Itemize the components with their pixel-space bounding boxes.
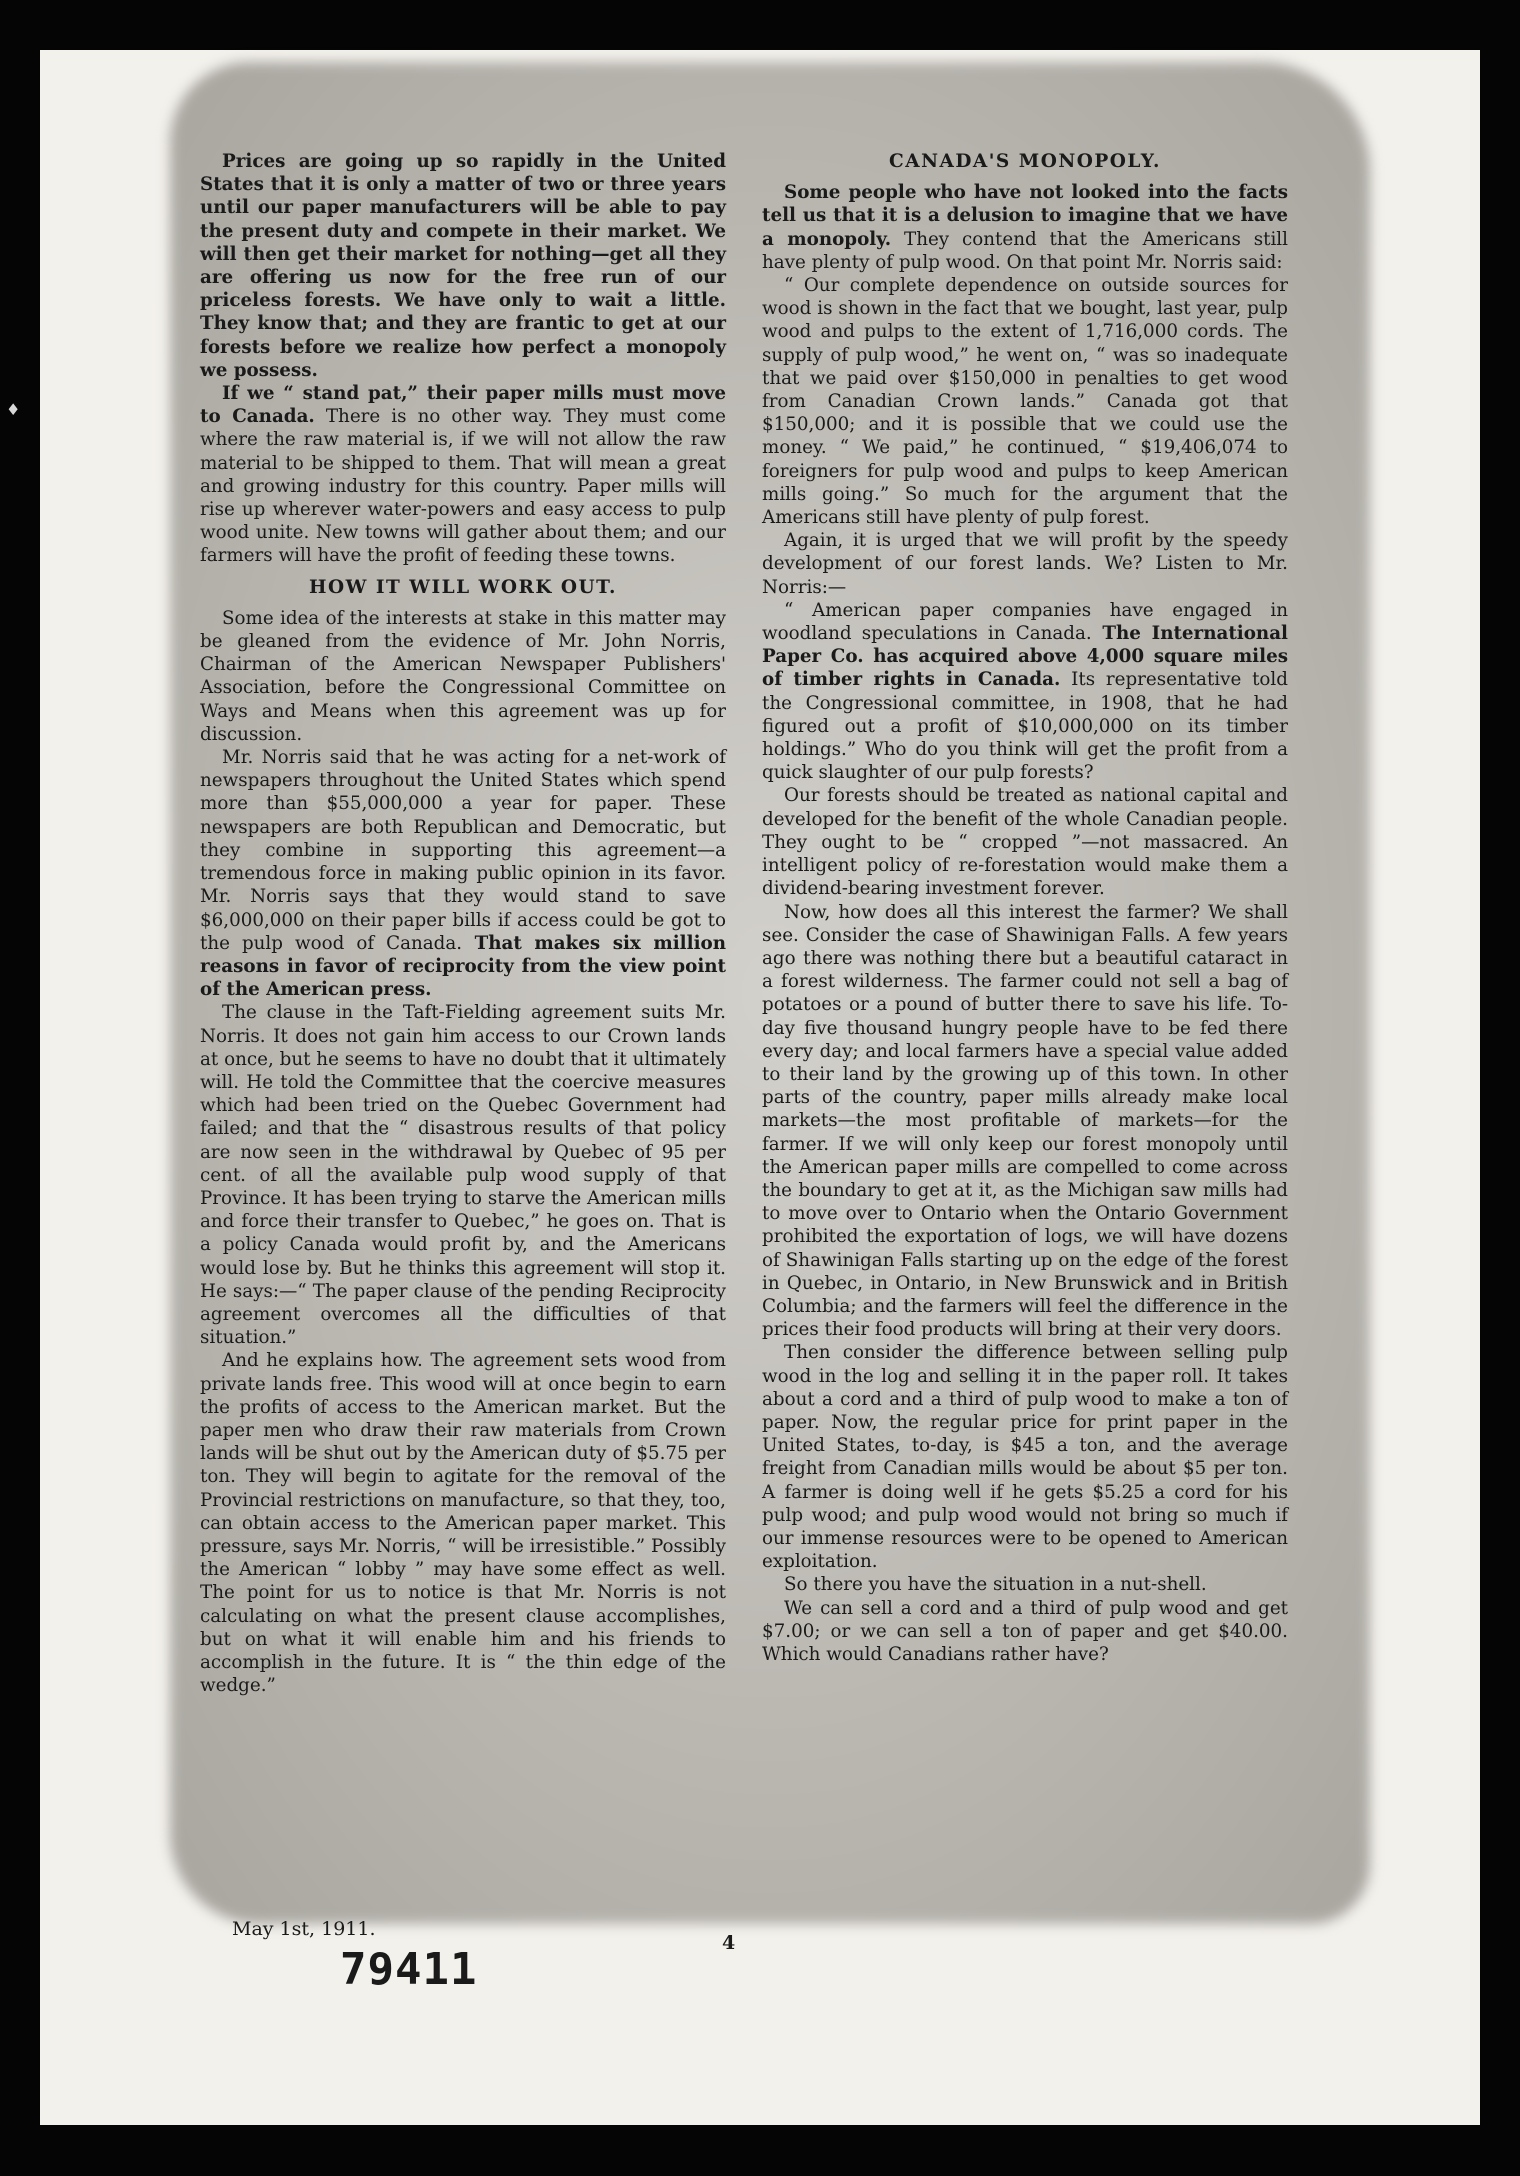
left-column <box>200 150 726 1697</box>
right-paragraph-1-rest: They contend that the Americans still have plenty of pulp wood. On that point Mr. Norris said: <box>762 228 1289 273</box>
right-paragraph-6: Now, how does all this interest the farmer? We shall see. Consider the case of Shawinigan Falls. A few years ago there was nothing there but a beautiful cataract in a forest wilderness. The farmer could not sell a bag of potatoes or a pound of butter there to save his life. To-day five thousand hungry people have to be fed there every day; and local farmers have a special value added to their land by the growing up of this town. In other parts of the country, paper mills already make local markets—the most profitable of markets—for the farmer. If we will only keep our forest monopoly until the American paper mills are compelled to come across the boundary to get at it, as the Michigan saw mills had to move over to Ontario when the Ontario Government prohibited the exportation of logs, we will have dozens of Shawinigan Falls starting up on the edge of the forest in Quebec, in Ontario, in New Brunswick and in British Columbia; and the farmers will feel the difference in the prices their food products will bring at their very doors. <box>762 901 1288 1341</box>
left-paragraph-2 <box>200 382 726 568</box>
right-paragraph-9: We can sell a cord and a third of pulp wood and get $7.00; or we can sell a ton of paper and get $40.00. Which would Canadians rather have? <box>762 1597 1288 1665</box>
left-paragraph-2-rest: There is no other way. They must come where the raw material is, if we will not allow the raw material to be shipped to them. That will mean a great and growing industry for this country. Paper mills will rise up wherever water-powers and easy access to pulp wood unite. New towns will gather about them; and our farmers will have the profit of feeding these towns. <box>200 406 726 567</box>
section-heading-canadas-monopoly: CANADA'S MONOPOLY. <box>889 151 1161 172</box>
right-paragraph-1 <box>762 181 1288 274</box>
left-paragraph-1: Prices are going up so rapidly in the United States that it is only a matter of two or three years until our paper manufacturers will be able to pay the present duty and compete in their market. We will then get their market for nothing—get all they are offering us now for the free run of our priceless forests. We have only to wait a little. They know that; and they are frantic to get at our forests before we realize how perfect a monopoly we possess. <box>200 151 726 381</box>
archive-stamp-number: 79411 <box>340 1944 478 1995</box>
right-column <box>762 150 1288 1666</box>
right-paragraph-3: Again, it is urged that we will profit by the speedy development of our forest lands. We? Listen to Mr. Norris:— <box>762 530 1288 598</box>
edge-mark: ♦ <box>6 400 21 419</box>
left-paragraph-6: And he explains how. The agreement sets wood from private lands free. This wood will at once begin to earn the profits of access to the American market. But the paper men who draw their raw materials from Crown lands will be shut out by the American duty of $5.75 per ton. They will begin to agitate for the removal of the Provincial restrictions on manufacture, so that they, too, can obtain access to the American paper market. This pressure, says Mr. Norris, “ will be irresistible.” Possibly the American “ lobby ” may have some effect as well. The point for us to notice is that Mr. Norris is not calculating on what the present clause accomplishes, but on what it will enable him and his friends to accomplish in the future. It is “ the thin edge of the wedge.” <box>200 1350 727 1697</box>
left-paragraph-4 <box>200 746 726 1001</box>
right-paragraph-8: So there you have the situation in a nut-shell. <box>784 1574 1207 1596</box>
right-paragraph-4 <box>762 599 1288 785</box>
right-paragraph-1-bold: Some people who have not looked into the facts tell us that it is a delusion to imagine that we have a monopoly. <box>762 182 1288 250</box>
left-paragraph-2-bold: If we “ stand pat,” their paper mills must move to Canada. <box>200 383 726 428</box>
left-paragraph-3: Some idea of the interests at stake in this matter may be gleaned from the evidence of Mr. John Norris, Chairman of the American Newspaper Publishers' Association, before the Congressional Committee on Ways and Means when this agreement was up for discussion. <box>200 607 726 745</box>
right-paragraph-5: Our forests should be treated as national capital and developed for the benefit of the whole Canadian people. They ought to be “ cropped ”—not massacred. An intelligent policy of re-forestation would make them a dividend-bearing investment forever. <box>762 785 1288 900</box>
left-paragraph-4-bold: That makes six million reasons in favor of reciprocity from the view point of the American press. <box>200 932 726 1001</box>
publication-date: May 1st, 1911. <box>232 1918 376 1940</box>
right-paragraph-7: Then consider the difference between selling pulp wood in the log and selling it in the paper roll. It takes about a cord and a third of pulp wood to make a ton of paper. Now, the regular price for print paper in the United States, to-day, is $45 a ton, and the average freight from Canadian mills would be about $5 per ton. A farmer is doing well if he gets $5.25 a cord for his pulp wood; and pulp wood would not bring so much if our immense resources were to be opened to American exploitation. <box>762 1342 1288 1573</box>
section-heading-how-it-will-work-out: HOW IT WILL WORK OUT. <box>309 576 617 598</box>
page-number: 4 <box>722 1932 736 1954</box>
right-paragraph-4-bold: The International Paper Co. has acquired above 4,000 square miles of timber rights in Canada. <box>762 623 1288 691</box>
right-paragraph-4-rest: Its representative told the Congressional committee, in 1908, that he had figured out a profit of $10,000,000 on its timber holdings.” Who do you think will get the profit from a quick slaughter of our pulp forests? <box>762 669 1288 784</box>
right-paragraph-2: “ Our complete dependence on outside sources for wood is shown in the fact that we bought, last year, pulp wood and pulps to the extent of 1,716,000 cords. The supply of pulp wood,” he went on, “ was so inadequate that we paid over $150,000 in penalties to get wood from Canadian Crown lands.” Canada got that $150,000; and it is possible that we could use the money. “ We paid,” he continued, “ $19,406,074 to foreigners for pulp wood and pulps to keep American mills going.” So much for the argument that the Americans still have plenty of pulp forest. <box>762 275 1288 529</box>
left-paragraph-5: The clause in the Taft-Fielding agreement suits Mr. Norris. It does not gain him access to our Crown lands at once, but he seems to have no doubt that it ultimately will. He told the Committee that the coercive measures which had been tried on the Quebec Government had failed; and that the “ disastrous results of that policy are now seen in the withdrawal by Quebec of 95 per cent. of all the available pulp wood supply of that Province. It has been trying to starve the American mills and force their transfer to Quebec,” he goes on. That is a policy Canada would profit by, and the Americans would lose by. But he thinks this agreement will stop it. He says:—“ The paper clause of the pending Reciprocity agreement overcomes all the difficulties of that situation.” <box>200 1002 726 1349</box>
left-paragraph-4-text: Mr. Norris said that he was acting for a net-work of newspapers throughout the United States which spend more than $55,000,000 a year for paper. These newspapers are both Republican and Democratic, but they combine in supporting this agreement—a tremendous force in making public opinion in its favor. Mr. Norris says that they would stand to save $6,000,000 on their paper bills if access could be got to the pulp wood of Canada. <box>200 747 726 954</box>
right-paragraph-4-text: “ American paper companies have engaged in woodland speculations in Canada. <box>762 599 1288 645</box>
